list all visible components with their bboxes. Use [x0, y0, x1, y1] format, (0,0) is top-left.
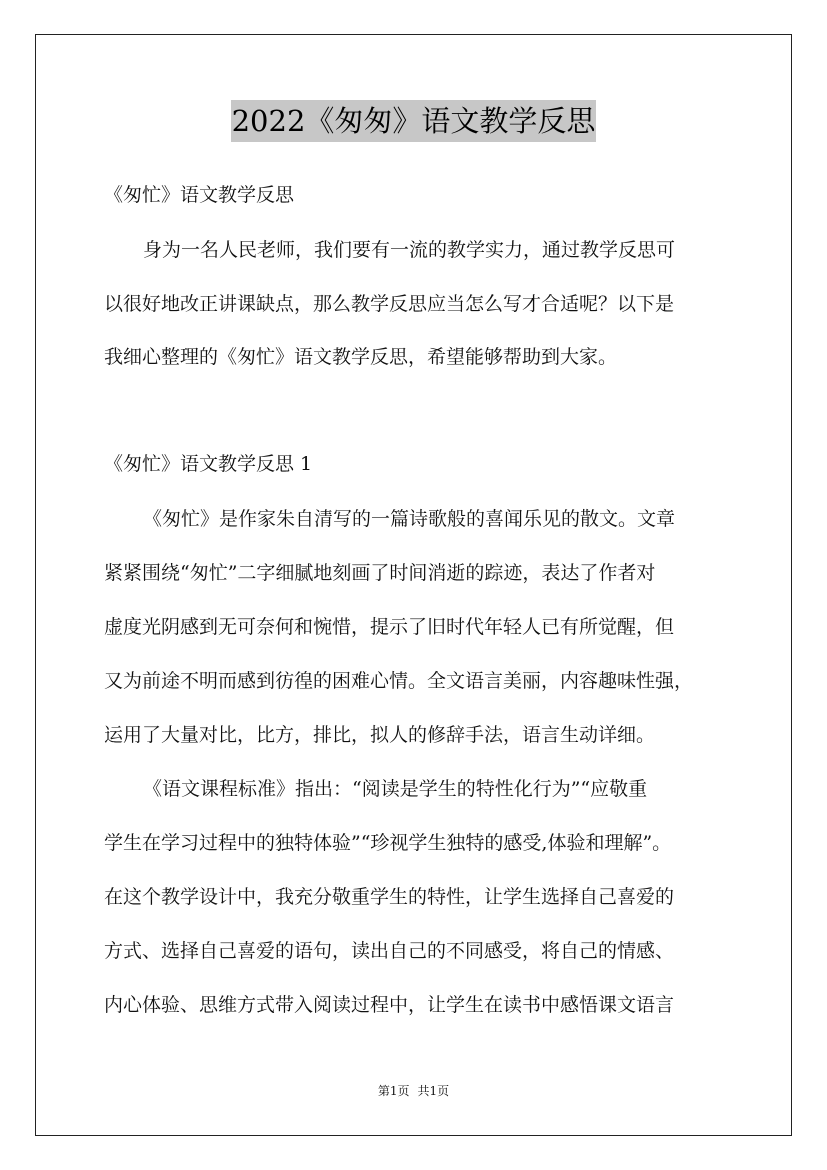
paragraph-line: 紧紧围绕“匆忙”二字细腻地刻画了时间消逝的踪迹，表达了作者对: [104, 562, 656, 584]
paragraph-line: 在这个教学设计中，我充分敬重学生的特性，让学生选择自己喜爱的: [104, 886, 675, 908]
paragraph-line: 身为一名人民老师，我们要有一流的教学实力，通过教学反思可: [143, 239, 676, 261]
paragraph-line: 内心体验、思维方式带入阅读过程中，让学生在读书中感悟课文语言: [104, 994, 675, 1016]
title-container: [0, 100, 827, 142]
paragraph-line: 以很好地改正讲课缺点，那么教学反思应当怎么写才合适呢？以下是: [104, 293, 675, 315]
page-footer: [0, 1083, 827, 1099]
page-total: 共1页: [417, 1084, 450, 1098]
document-title: 2022《匆匆》语文教学反思: [231, 100, 597, 142]
paragraph-line: 方式、选择自己喜爱的语句，读出自己的不同感受，将自己的情感、: [104, 940, 675, 962]
section-heading: 《匆忙》语文教学反思 1: [104, 453, 313, 475]
paragraph-line: 《语文课程标准》指出：“阅读是学生的特性化行为”“应敬重: [143, 778, 648, 800]
paragraph-line: 又为前途不明而感到彷徨的困难心情。全文语言美丽，内容趣味性强，: [104, 670, 694, 692]
subtitle-line: 《匆忙》语文教学反思: [104, 184, 295, 206]
paragraph-line: 运用了大量对比，比方，排比，拟人的修辞手法，语言生动详细。: [104, 724, 656, 746]
page-number: 第1页: [377, 1084, 410, 1098]
paragraph-line: 《匆忙》是作家朱自清写的一篇诗歌般的喜闻乐见的散文。文章: [143, 508, 676, 530]
paragraph-line: 我细心整理的《匆忙》语文教学反思，希望能够帮助到大家。: [104, 346, 618, 368]
paragraph-line: 虚度光阴感到无可奈何和惋惜，提示了旧时代年轻人已有所觉醒，但: [104, 616, 675, 638]
paragraph-line: 学生在学习过程中的独特体验”“珍视学生独特的感受,体验和理解”。: [104, 832, 672, 854]
